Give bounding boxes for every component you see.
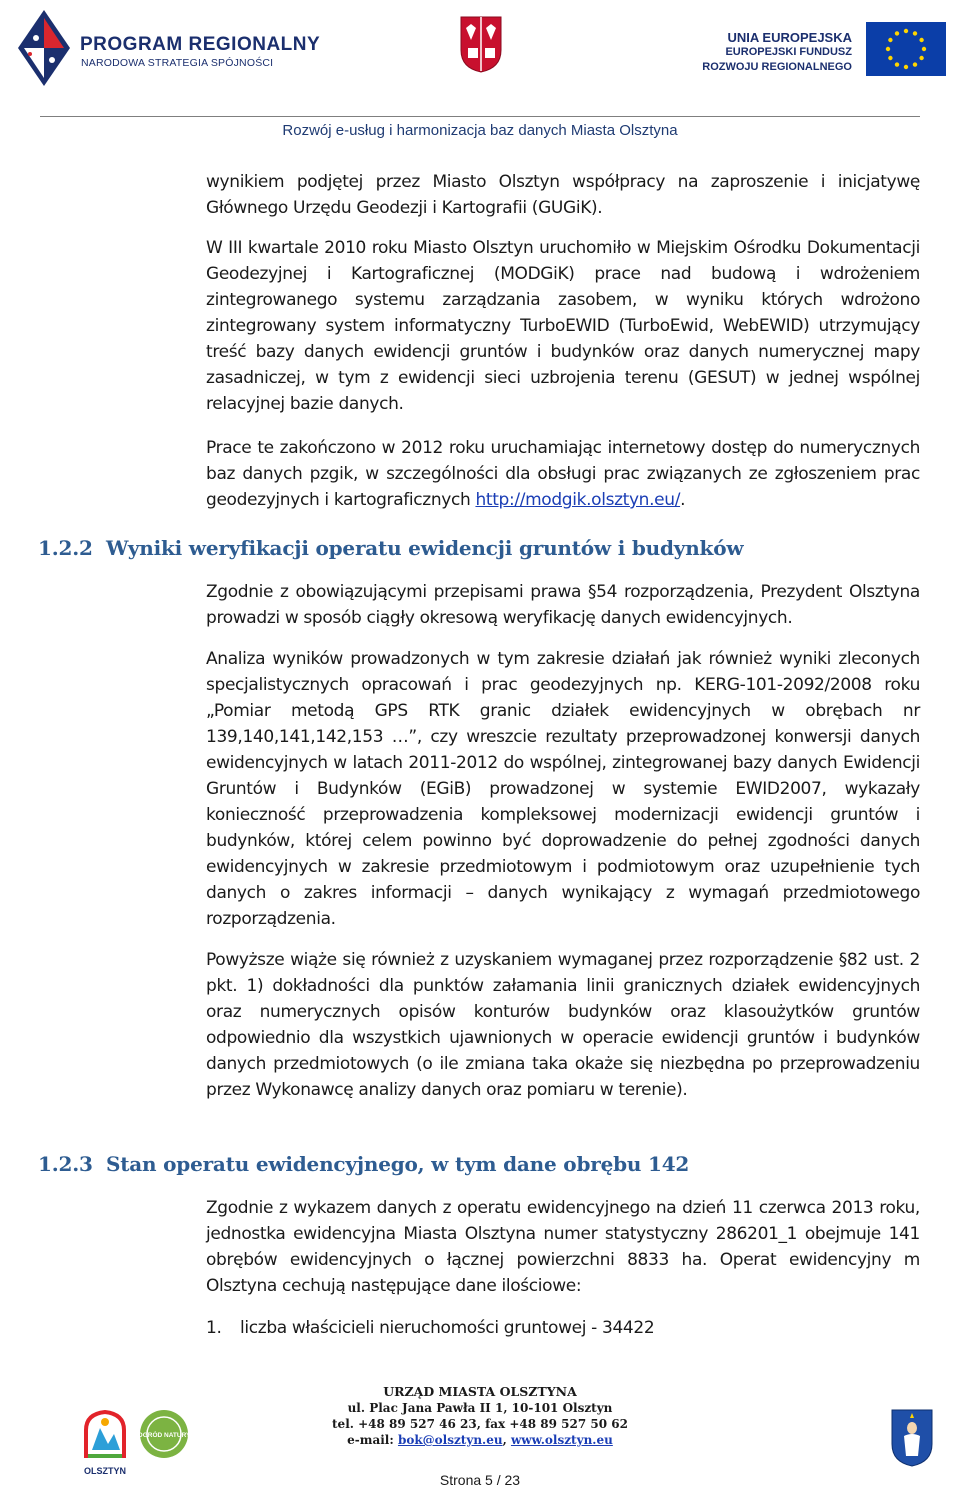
list-item-text: liczba właścicieli nieruchomości gruntowej - 34422 — [240, 1318, 655, 1338]
olsztyn-crest — [890, 1408, 934, 1468]
eu-line-3: ROZWOJU REGIONALNEGO — [702, 61, 852, 73]
footer-address: ul. Plac Jana Pawła II 1, 10-101 Olsztyn — [347, 1401, 613, 1415]
paragraph-gugik: wynikiem podjętej przez Miasto Olsztyn współpracy na zaproszenie i inicjatywę Głównego Urzędu Geodezji i Kartografii (GUGiK). — [206, 172, 920, 218]
eu-flag-icon — [866, 22, 946, 76]
modgik-link[interactable]: http://modgik.olsztyn.eu/ — [475, 490, 681, 510]
section-number: 1.2.3 — [38, 1152, 93, 1176]
page-number: Strona 5 / 23 — [439, 1472, 521, 1488]
section-number: 1.2.2 — [38, 536, 93, 560]
paragraph-internet-access-text: Prace te zakończono w 2012 roku uruchamiając internetowy dostęp do numerycznych baz danych pzgik, w szczególności dla obsługi prac związanych ze zgłoszeniem prac geodezyjnych i kartograficznych — [206, 438, 920, 510]
eu-line-1: UNIA EUROPEJSKA — [727, 30, 852, 45]
footer-website-link[interactable]: www.olsztyn.eu — [510, 1433, 613, 1447]
eu-text-block — [690, 30, 852, 75]
section-heading-1-2-3 — [38, 1152, 689, 1176]
footer-contact — [330, 1384, 630, 1448]
footer-email-line — [330, 1432, 630, 1448]
footer-separator: , — [502, 1433, 511, 1447]
warmia-mazury-crest — [458, 14, 504, 74]
olsztyn-logo — [80, 1404, 130, 1478]
paragraph-internet-access — [206, 435, 920, 513]
ogrod-natury-logo — [138, 1408, 190, 1460]
ogrod-natury-logo-text: OGRÓD NATURY — [138, 1432, 190, 1439]
list-item — [206, 1315, 654, 1341]
footer-phone: tel. +48 89 527 46 23, fax +48 89 527 50 62 — [332, 1417, 628, 1431]
paragraph-accuracy: Powyższe wiąże się również z uzyskaniem wymaganej przez rozporządzenie §82 ust. 2 pkt. 1) dokładności dla punktów załamania linii granicznych działek ewidencyjnych oraz numerycznych opisów konturów budynków oraz klasoużytków gruntów odpowiednio dla wszystkich ujawnionych w operacie ewidencji gruntów i budynków danych przedmiotowych (o ile zmiana taka okaże się niezbędna po przeprowadzeniu przez Wykonawcę analizy danych oraz pomiaru w terenie). — [206, 950, 920, 1100]
eu-line-2: EUROPEJSKI FUNDUSZ — [725, 46, 852, 58]
header-divider — [40, 116, 920, 117]
section-title: Wyniki weryfikacji operatu ewidencji gruntów i budynków — [106, 536, 744, 560]
paragraph-verification: Zgodnie z obowiązującymi przepisami prawa §54 rozporządzenia, Prezydent Olsztyna prowadzi w sposób ciągły okresową weryfikację danych ewidencyjnych. — [206, 582, 920, 628]
list-item-number: 1. — [206, 1318, 222, 1338]
section-title: Stan operatu ewidencyjnego, w tym dane obrębu 142 — [106, 1152, 690, 1176]
paragraph-operat-state: Zgodnie z wykazem danych z operatu ewidencyjnego na dzień 11 czerwca 2013 roku, jednostka ewidencyjna Miasta Olsztyna numer statystyczny 286201_1 obejmuje 141 obrębów ewidencyjnych o łącznej powierzchni 8833 ha. Operat ewidencyjny m Olsztyna cechują następujące dane ilościowe: — [206, 1198, 920, 1296]
paragraph-modgik: W III kwartale 2010 roku Miasto Olsztyn uruchomiło w Miejskim Ośrodku Dokumentacji Geodezyjnej i Kartograficznej (MODGiK) prace nad budową i wdrożeniem zintegrowanego systemu zarządzania zasobem, w wyniku których wdrożono zintegrowany system informatyczny TurboEWID (TurboEwid, WebEWID) utrzymujący treść bazy danych ewidencji gruntów i budynków oraz danych numerycznej mapy zasadniczej, w tym z ewidencji sieci uzbrojenia terenu (GESUT) w jednej wspólnej relacyjnej bazie danych. — [206, 238, 920, 414]
program-subtitle: NARODOWA STRATEGIA SPÓJNOŚCI — [81, 57, 274, 69]
footer-office-name: URZĄD MIASTA OLSZTYNA — [383, 1384, 577, 1399]
olsztyn-logo-text: OLSZTYN — [84, 1466, 126, 1476]
footer-email-link[interactable]: bok@olsztyn.eu — [397, 1433, 503, 1447]
paragraph-analysis: Analiza wyników prowadzonych w tym zakresie działań jak również wyniki zleconych specjalistycznych opracowań i prac geodezyjnych np. KERG-101-2092/2008 roku „Pomiar metodą GPS RTK granic działek ewidencyjnych w obrębach nr 139,140,141,142,153 …”, czy wreszcie rezultaty przeprowadzonej konwersji danych ewidencyjnych w latach 2011-2012 do wspólnej, zintegrowanej bazy danych Ewidencji Gruntów i Budynków (EGiB) prowadzonej w systemie EWID2007, wykazały konieczność przeprowadzenia kompleksowej modernizacji ewidencji gruntów i budynków, której celem powinno być doprowadzenie do pełnej zgodności danych ewidencyjnych w zakresie przedmiotowym i podmiotowym oraz uzupełnienie tych danych o zakres informacji – danych wynikający z wymagań przedmiotowego rozporządzenia. — [206, 649, 920, 929]
program-regionalny-logo — [16, 8, 72, 88]
program-title: PROGRAM REGIONALNY — [80, 34, 321, 55]
section-heading-1-2-2 — [38, 536, 743, 560]
page-header — [0, 0, 960, 118]
paragraph-end-dot: . — [680, 490, 686, 510]
footer-email-label: e-mail: — [347, 1433, 398, 1447]
running-title: Rozwój e-usług i harmonizacja baz danych Miasta Olsztyna — [282, 122, 678, 139]
